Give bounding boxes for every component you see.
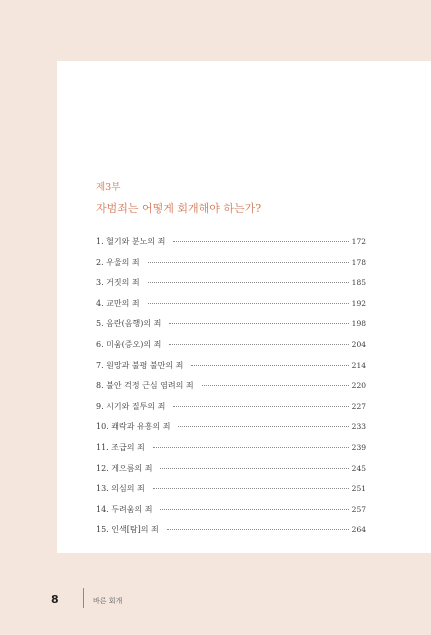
toc-entry-page: 227 xyxy=(351,401,366,411)
toc-entry xyxy=(96,401,366,422)
part-title: 자범죄는 어떻게 회개해야 하는가? xyxy=(96,202,262,215)
toc-entry-page: 185 xyxy=(351,278,366,288)
toc-dot-leader xyxy=(173,406,348,407)
toc-dot-leader xyxy=(153,488,349,489)
toc-dot-leader xyxy=(148,303,349,304)
toc-entry xyxy=(96,360,366,381)
toc-entry-page: 178 xyxy=(351,257,366,267)
toc-entry-page: 245 xyxy=(351,463,366,473)
toc-dot-leader xyxy=(160,509,348,510)
toc-entry-title: 4. 교만의 죄 xyxy=(96,298,140,308)
toc-entry-title: 11. 조급의 죄 xyxy=(96,442,145,452)
toc-entry xyxy=(96,318,366,339)
toc-dot-leader xyxy=(169,323,348,324)
toc-entry xyxy=(96,524,366,545)
toc-entry-title: 8. 불안 걱정 근심 염려의 죄 xyxy=(96,381,194,391)
toc-entry-title: 5. 음란(음행)의 죄 xyxy=(96,319,162,329)
toc-dot-leader xyxy=(169,344,348,345)
toc-entry xyxy=(96,298,366,319)
part-label: 제3부 xyxy=(96,182,121,193)
toc-entry xyxy=(96,277,366,298)
toc-entry-title: 9. 시기와 질투의 죄 xyxy=(96,401,166,411)
toc-entry-title: 13. 의심의 죄 xyxy=(96,484,145,494)
toc-entry-title: 3. 거짓의 죄 xyxy=(96,278,140,288)
toc-entry-page: 257 xyxy=(351,504,366,514)
toc-dot-leader xyxy=(167,529,349,530)
toc-entry-title: 10. 쾌락과 유흥의 죄 xyxy=(96,422,171,432)
toc-dot-leader xyxy=(191,365,348,366)
toc-entry-title: 7. 원망과 불평 불만의 죄 xyxy=(96,360,184,370)
toc-entry-page: 233 xyxy=(351,422,366,432)
footer-book-title: 바른 회개 xyxy=(93,597,123,605)
toc-entry xyxy=(96,483,366,504)
toc-entry xyxy=(96,442,366,463)
toc-entry-page: 172 xyxy=(351,237,366,246)
toc-dot-leader xyxy=(202,385,349,386)
toc-entry xyxy=(96,257,366,278)
table-of-contents xyxy=(96,236,366,545)
toc-entry xyxy=(96,421,366,442)
toc-entry xyxy=(96,504,366,525)
toc-entry-page: 198 xyxy=(351,319,366,329)
toc-entry-page: 251 xyxy=(351,484,366,494)
toc-entry-title: 14. 두려움의 죄 xyxy=(96,504,153,514)
toc-entry-page: 220 xyxy=(351,381,366,391)
toc-dot-leader xyxy=(178,426,348,427)
toc-entry-title: 2. 우울의 죄 xyxy=(96,257,140,267)
footer-divider xyxy=(83,588,84,608)
toc-entry xyxy=(96,463,366,484)
toc-entry-page: 214 xyxy=(351,360,366,370)
toc-entry-page: 264 xyxy=(351,525,366,535)
toc-dot-leader xyxy=(148,262,349,263)
toc-entry-page: 239 xyxy=(351,442,366,452)
toc-dot-leader xyxy=(153,447,349,448)
toc-entry-title: 1. 혈기와 분노의 죄 xyxy=(96,237,166,246)
toc-entry-title: 6. 미움(증오)의 죄 xyxy=(96,339,162,349)
toc-entry-title: 12. 게으름의 죄 xyxy=(96,463,153,473)
toc-entry xyxy=(96,339,366,360)
toc-entry xyxy=(96,236,366,257)
toc-entry-page: 204 xyxy=(351,339,366,349)
toc-entry-page: 192 xyxy=(351,298,366,308)
toc-dot-leader xyxy=(148,282,349,283)
toc-entry xyxy=(96,380,366,401)
toc-dot-leader xyxy=(173,241,348,242)
toc-dot-leader xyxy=(160,468,348,469)
footer-page-number: 8 xyxy=(51,593,59,606)
toc-entry-title: 15. 인색[탐]의 죄 xyxy=(96,525,159,535)
